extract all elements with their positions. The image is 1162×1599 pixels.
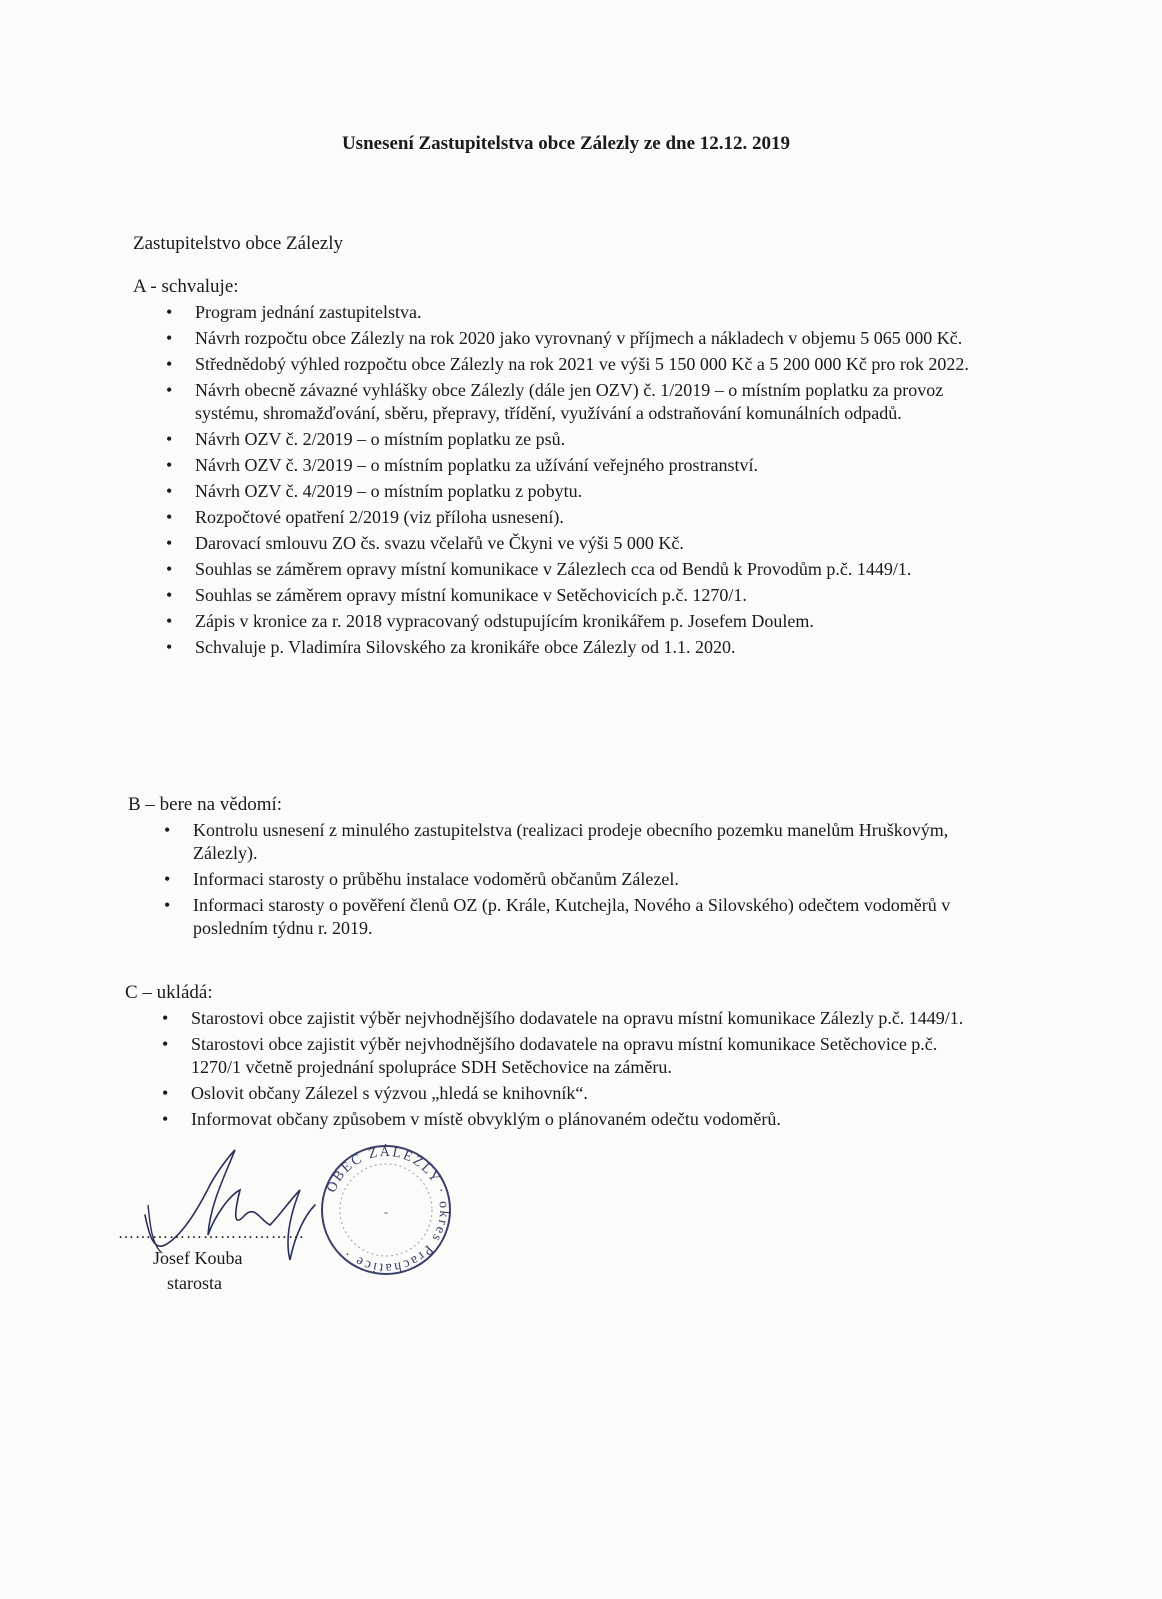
- list-item-text: Oslovit občany Zálezel s výzvou „hledá se knihovník“.: [191, 1083, 588, 1103]
- list-item: [163, 558, 983, 581]
- list-item: [163, 353, 983, 376]
- official-stamp: [316, 1140, 456, 1280]
- list-item-text: Návrh OZV č. 4/2019 – o místním poplatku z pobytu.: [195, 481, 583, 501]
- list-item-text: Návrh OZV č. 3/2019 – o místním poplatku za užívání veřejného prostranství.: [195, 455, 759, 475]
- list-item-text: Návrh obecně závazné vyhlášky obce Zálezly (dále jen OZV) č. 1/2019 – o místním poplatku za provoz systému, shromažďování, sběru, přepravy, třídění, využívání a odstraňování komunálních odpadů.: [195, 380, 944, 423]
- bullet-icon: •: [166, 481, 173, 501]
- list-item: [163, 301, 983, 324]
- bullet-icon: •: [164, 869, 171, 889]
- section-b-list: [161, 819, 991, 943]
- list-item-text: Informaci starosty o pověření členů OZ (p. Krále, Kutchejla, Nového a Silovského) odečtem vodoměrů v posledním týdnu r. 2019.: [193, 895, 951, 938]
- list-item: [159, 1033, 989, 1079]
- bullet-icon: •: [164, 895, 171, 915]
- bullet-icon: •: [166, 637, 173, 657]
- svg-text:-: -: [384, 1205, 388, 1219]
- list-item-text: Schvaluje p. Vladimíra Silovského za kronikáře obce Zálezly od 1.1. 2020.: [195, 637, 736, 657]
- bullet-icon: •: [166, 559, 173, 579]
- bullet-icon: •: [166, 533, 173, 553]
- list-item-text: Zápis v kronice za r. 2018 vypracovaný odstupujícím kronikářem p. Josefem Doulem.: [195, 611, 814, 631]
- list-item-text: Návrh rozpočtu obce Zálezly na rok 2020 jako vyrovnaný v příjmech a nákladech v objemu 5 065 000 Kč.: [195, 328, 963, 348]
- bullet-icon: •: [166, 455, 173, 475]
- list-item-text: Informaci starosty o průběhu instalace vodoměrů občanům Zálezel.: [193, 869, 679, 889]
- list-item-text: Střednědobý výhled rozpočtu obce Zálezly na rok 2021 ve výši 5 150 000 Kč a 5 200 000 Kč pro rok 2022.: [195, 354, 969, 374]
- list-item: [163, 379, 983, 425]
- bullet-icon: •: [166, 585, 173, 605]
- bullet-icon: •: [166, 354, 173, 374]
- list-item-text: Kontrolu usnesení z minulého zastupitelstva (realizaci prodeje obecního pozemku manelům Hruškovým, Zálezly).: [193, 820, 949, 863]
- list-item-text: Rozpočtové opatření 2/2019 (viz příloha usnesení).: [195, 507, 564, 527]
- list-item: [163, 480, 983, 503]
- list-item: [161, 868, 991, 891]
- bullet-icon: •: [166, 380, 173, 400]
- bullet-icon: •: [166, 507, 173, 527]
- signer-name: Josef Kouba: [153, 1248, 243, 1268]
- bullet-icon: •: [162, 1083, 169, 1103]
- list-item: [161, 894, 991, 940]
- section-c-heading: C – ukládá:: [125, 982, 213, 1003]
- list-item: [161, 819, 991, 865]
- signer-role: starosta: [167, 1273, 222, 1293]
- list-item: [163, 636, 983, 659]
- list-item-text: Návrh OZV č. 2/2019 – o místním poplatku ze psů.: [195, 429, 566, 449]
- bullet-icon: •: [162, 1109, 169, 1129]
- bullet-icon: •: [166, 429, 173, 449]
- intro-text: Zastupitelstvo obce Zálezly: [133, 233, 343, 254]
- bullet-icon: •: [166, 611, 173, 631]
- section-c-list: [159, 1007, 989, 1134]
- list-item: [163, 428, 983, 451]
- list-item: [163, 506, 983, 529]
- svg-text:OBEC ZÁLEZLY · okres Prachatic: OBEC ZÁLEZLY · okres Prachatice ·: [324, 1144, 452, 1276]
- list-item: [163, 327, 983, 350]
- bullet-icon: •: [166, 328, 173, 348]
- list-item-text: Starostovi obce zajistit výběr nejvhodnějšího dodavatele na opravu místní komunikace Setěchovice p.č. 1270/1 včetně projednání spolupráce SDH Setěchovice na záměru.: [191, 1034, 938, 1077]
- list-item: [163, 584, 983, 607]
- list-item-text: Program jednání zastupitelstva.: [195, 302, 422, 322]
- section-a-list: [163, 301, 983, 662]
- list-item: [159, 1108, 989, 1131]
- section-a-heading: A - schvaluje:: [133, 276, 239, 297]
- list-item: [159, 1082, 989, 1105]
- list-item: [159, 1007, 989, 1030]
- section-b-heading: B – bere na vědomí:: [128, 794, 283, 815]
- bullet-icon: •: [164, 820, 171, 840]
- bullet-icon: •: [166, 302, 173, 322]
- bullet-icon: •: [162, 1034, 169, 1054]
- list-item: [163, 610, 983, 633]
- list-item-text: Starostovi obce zajistit výběr nejvhodnějšího dodavatele na opravu místní komunikace Zálezly p.č. 1449/1.: [191, 1008, 964, 1028]
- document-title: Usnesení Zastupitelstva obce Zálezly ze dne 12.12. 2019: [341, 133, 791, 154]
- bullet-icon: •: [162, 1008, 169, 1028]
- list-item-text: Souhlas se záměrem opravy místní komunikace v Setěchovicích p.č. 1270/1.: [195, 585, 747, 605]
- list-item: [163, 532, 983, 555]
- list-item-text: Souhlas se záměrem opravy místní komunikace v Zálezlech cca od Bendů k Provodům p.č. 1449/1.: [195, 559, 912, 579]
- list-item: [163, 454, 983, 477]
- list-item-text: Darovací smlouvu ZO čs. svazu včelařů ve Čkyni ve výši 5 000 Kč.: [195, 533, 684, 553]
- list-item-text: Informovat občany způsobem v místě obvyklým o plánovaném odečtu vodoměrů.: [191, 1109, 781, 1129]
- signature-line: ……………………………: [118, 1225, 305, 1242]
